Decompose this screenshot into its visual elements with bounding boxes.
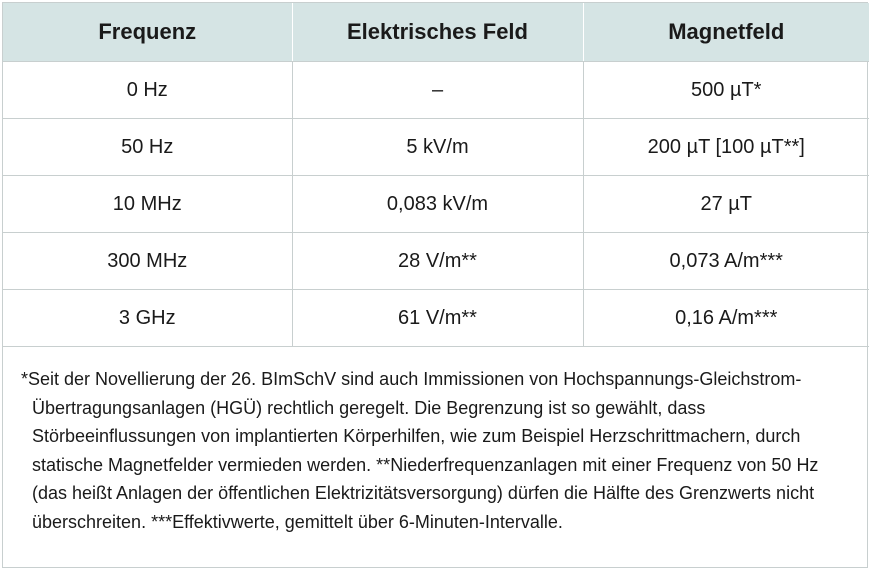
cell-frequency: 300 MHz	[3, 233, 292, 290]
table-row	[3, 119, 869, 176]
cell-electric-field: 5 kV/m	[292, 119, 583, 176]
cell-magnetic-field: 200 µT [100 µT**]	[583, 119, 869, 176]
cell-magnetic-field: 0,073 A/m***	[583, 233, 869, 290]
cell-electric-field: 0,083 kV/m	[292, 176, 583, 233]
cell-magnetic-field: 500 µT*	[583, 62, 869, 119]
cell-frequency: 10 MHz	[3, 176, 292, 233]
cell-electric-field: –	[292, 62, 583, 119]
cell-magnetic-field: 27 µT	[583, 176, 869, 233]
header-magnetic-field: Magnetfeld	[583, 3, 869, 62]
cell-frequency: 50 Hz	[3, 119, 292, 176]
table-row	[3, 290, 869, 347]
table-row	[3, 176, 869, 233]
header-frequency: Frequenz	[3, 3, 292, 62]
limits-table	[3, 3, 869, 347]
footnote-text: *Seit der Novellierung der 26. BImSchV sind auch Immissionen von Hochspannungs-Gleichstrom-Übertragungsanlagen (HGÜ) rechtlich geregelt. Die Begrenzung ist so gewählt, dass Störbeeinflussungen von implantierten Körperhilfen, wie zum Beispiel Herzschrittmachern, durch statische Magnetfelder vermieden werden. **Niederfrequenzanlagen mit einer Frequenz von 50 Hz (das heißt Anlagen der öffentlichen Elektrizitätsversorgung) dürfen die Hälfte des Grenzwerts nicht überschreiten. ***Effektivwerte, gemittelt über 6-Minuten-Intervalle.	[21, 369, 819, 532]
table-header-row	[3, 3, 869, 62]
cell-magnetic-field: 0,16 A/m***	[583, 290, 869, 347]
cell-electric-field: 28 V/m**	[292, 233, 583, 290]
table-row	[3, 233, 869, 290]
limits-table-box	[2, 2, 868, 568]
table-row	[3, 62, 869, 119]
cell-electric-field: 61 V/m**	[292, 290, 583, 347]
cell-frequency: 0 Hz	[3, 62, 292, 119]
header-electric-field: Elektrisches Feld	[292, 3, 583, 62]
cell-frequency: 3 GHz	[3, 290, 292, 347]
table-footnote	[3, 347, 867, 537]
